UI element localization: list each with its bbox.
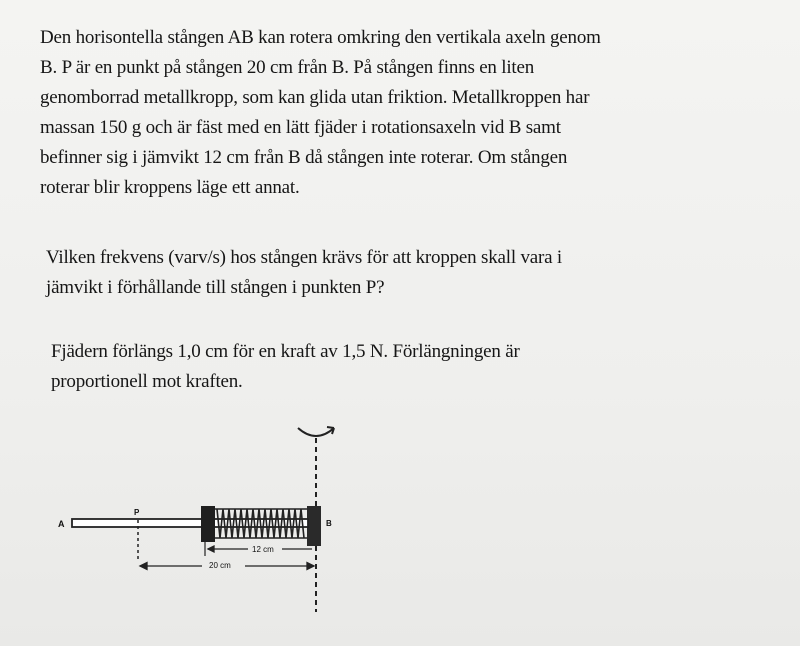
text-line: proportionell mot kraften. (51, 371, 243, 392)
text-line: Vilken frekvens (varv/s) hos stången krävs för att kroppen skall vara i (46, 247, 562, 268)
axle-block (307, 506, 321, 546)
text-line: B. P är en punkt på stången 20 cm från B. På stången finns en liten (40, 57, 535, 78)
text-line: Fjädern förlängs 1,0 cm för en kraft av 1,5 N. Förlängningen är (51, 341, 520, 362)
text-line: genomborrad metallkropp, som kan glida utan friktion. Metallkroppen har (40, 87, 590, 108)
label-20cm: 20 cm (209, 561, 231, 570)
label-b: B (326, 519, 332, 528)
metal-body (201, 506, 215, 542)
label-p: P (134, 508, 140, 517)
text-line: roterar blir kroppens läge ett annat. (40, 177, 300, 198)
text-line: befinner sig i jämvikt 12 cm från B då stången inte roterar. Om stången (40, 147, 568, 168)
label-12cm: 12 cm (252, 545, 274, 554)
text-line: massan 150 g och är fäst med en lätt fjäder i rotationsaxeln vid B samt (40, 117, 561, 138)
rotation-arrow-icon (298, 428, 334, 436)
text-line: Den horisontella stången AB kan rotera omkring den vertikala axeln genom (40, 27, 601, 48)
label-a: A (58, 519, 65, 529)
text-line: jämvikt i förhållande till stången i punkten P? (46, 277, 385, 298)
